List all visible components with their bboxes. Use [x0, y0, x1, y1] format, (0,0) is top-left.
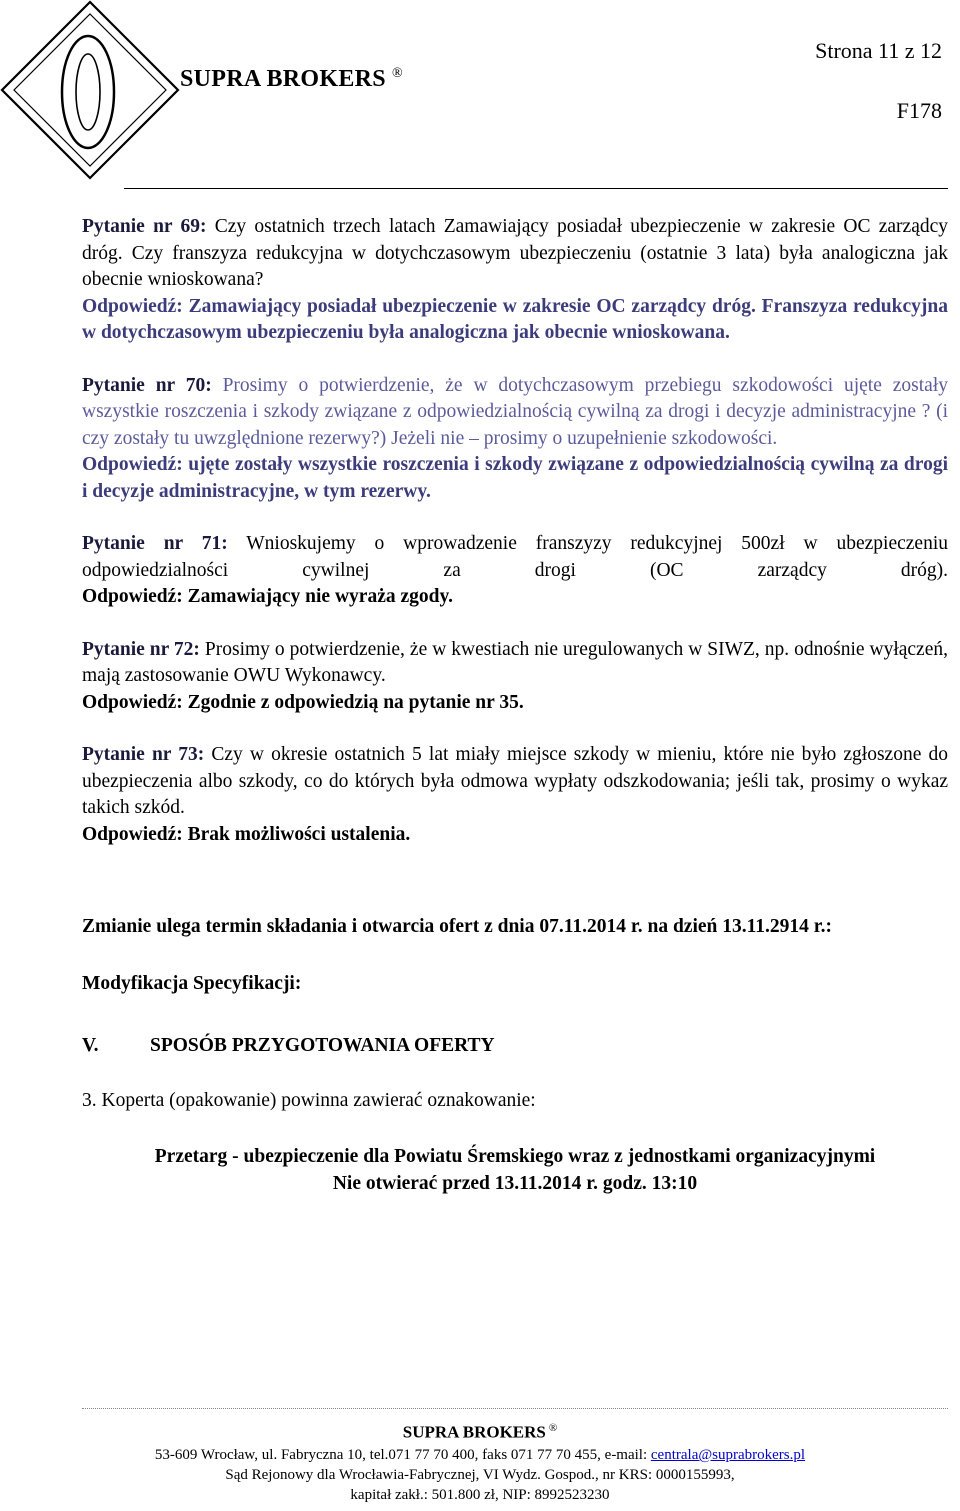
question-70 [82, 373, 948, 453]
supra-brokers-logo [0, 0, 180, 180]
answer-text: ujęte zostały wszystkie roszczenia i szkody związane z odpowiedzialnością cywilną za drogi i decyzje administracyjne, w tym rezerwy. [82, 454, 948, 502]
answer-69 [82, 294, 948, 347]
footer-address [0, 1447, 960, 1464]
item-3: 3. Koperta (opakowanie) powinna zawierać oznakowanie: [82, 1089, 536, 1111]
footer-capital: kapitał zakł.: 501.800 zł, NIP: 8992523230 [350, 1487, 610, 1503]
section-title: SPOSÓB PRZYGOTOWANIA OFERTY [150, 1035, 495, 1056]
question-text: Prosimy o potwierdzenie, że w dotychczasowym przebiegu szkodowości ujęte zostały wszystkie roszczenia i szkody związane z odpowiedzialnością cywilną za drogi i decyzje administracyjne ? (i czy zostały tu uwzględnione rezerwy?) Jeżeli nie – prosimy o uzupełnienie szkodowości. [82, 374, 948, 449]
header-brand [180, 66, 403, 93]
section-number: V. [82, 1035, 99, 1056]
question-label: Pytanie nr 73: [82, 744, 205, 765]
qa-block-70 [82, 373, 948, 506]
page-number: Strona 11 z 12 [815, 38, 942, 63]
answer-label: Odpowiedź: [82, 454, 183, 475]
footer-brand [0, 1422, 960, 1443]
question-label: Pytanie nr 69: [82, 216, 207, 237]
envelope-line-2: Nie otwierać przed 13.11.2014 r. godz. 13:10 [332, 1172, 698, 1194]
answer-text: Brak możliwości ustalenia. [182, 823, 411, 845]
question-69 [82, 214, 948, 294]
answer-label: Odpowiedź: [82, 691, 183, 713]
document-body [82, 214, 948, 1197]
footer-registered-mark: ® [548, 1422, 558, 1434]
footer-address-text: 53-609 Wrocław, ul. Fabryczna 10, tel.071 77 70 400, faks 071 77 70 455, e-mail: [154, 1447, 651, 1463]
question-text: Prosimy o potwierdzenie, że w kwestiach nie uregulowanych w SIWZ, np. odnośnie wyłączeń, mają zastosowanie OWU Wykonawcy. [82, 638, 948, 686]
footer-brand-text: SUPRA BROKERS [402, 1422, 546, 1442]
deadline-change-notice: Zmianie ulega termin składania i otwarcia ofert z dnia 07.11.2014 r. na dzień 13.11.2914 r.: [82, 916, 833, 937]
qa-block-69 [82, 214, 948, 347]
footer-divider [82, 1408, 948, 1409]
registered-mark: ® [391, 66, 403, 81]
answer-70 [82, 452, 948, 505]
answer-71 [82, 584, 948, 611]
spacer [82, 848, 948, 914]
document-id: F178 [896, 98, 942, 123]
header-brand-text: SUPRA BROKERS [180, 66, 386, 92]
qa-block-72 [82, 637, 948, 717]
section-heading [82, 1033, 948, 1060]
answer-text: Zamawiający posiadał ubezpieczenie w zakresie OC zarządcy dróg. Franszyza redukcyjna w dotychczasowym ubezpieczeniu była analogiczna jak obecnie wnioskowana. [82, 295, 948, 343]
question-label: Pytanie nr 71: [82, 533, 228, 554]
question-73 [82, 742, 948, 822]
header-divider [124, 188, 948, 189]
qa-block-73 [82, 742, 948, 848]
envelope-marking [82, 1144, 948, 1197]
answer-text: Zgodnie z odpowiedzią na pytanie nr 35. [182, 691, 524, 713]
answer-label: Odpowiedź: [82, 295, 183, 317]
question-text: Wnioskujemy o wprowadzenie franszyzy redukcyjnej 500zł w ubezpieczeniu odpowiedzialności cywilnej za drogi (OC zarządcy dróg). [82, 533, 948, 581]
answer-72 [82, 690, 948, 717]
footer-email-link[interactable]: centrala@suprabrokers.pl [650, 1447, 806, 1463]
question-72 [82, 637, 948, 690]
question-label: Pytanie nr 72: [82, 638, 200, 660]
answer-73 [82, 822, 948, 849]
qa-block-71 [82, 531, 948, 611]
answer-text: Zamawiający nie wyraża zgody. [182, 586, 454, 607]
question-text: Czy w okresie ostatnich 5 lat miały miejsce szkody w mieniu, które nie było zgłoszone do ubezpieczenia albo szkody, co do których była odmowa wypłaty odszkodowania; jeśli tak, prosimy o wykaz takich szkód. [82, 744, 948, 818]
footer-court: Sąd Rejonowy dla Wrocławia-Fabrycznej, VI Wydz. Gospod., nr KRS: 0000155993, [225, 1467, 735, 1483]
question-label: Pytanie nr 70: [82, 374, 212, 396]
modification-title: Modyfikacja Specyfikacji: [82, 972, 302, 994]
envelope-line-1: Przetarg - ubezpieczenie dla Powiatu Śremskiego wraz z jednostkami organizacyjnymi [154, 1146, 876, 1167]
answer-label: Odpowiedź: [82, 823, 183, 845]
answer-label: Odpowiedź: [82, 586, 183, 607]
question-text: Czy ostatnich trzech latach Zamawiający posiadał ubezpieczenie w zakresie OC zarządcy dróg. Czy franszyza redukcyjna w dotychczasowym ubezpieczeniu (ostatnie 3 lata) była analogiczna jak obecnie wnioskowana? [82, 216, 949, 290]
question-71 [82, 531, 948, 584]
